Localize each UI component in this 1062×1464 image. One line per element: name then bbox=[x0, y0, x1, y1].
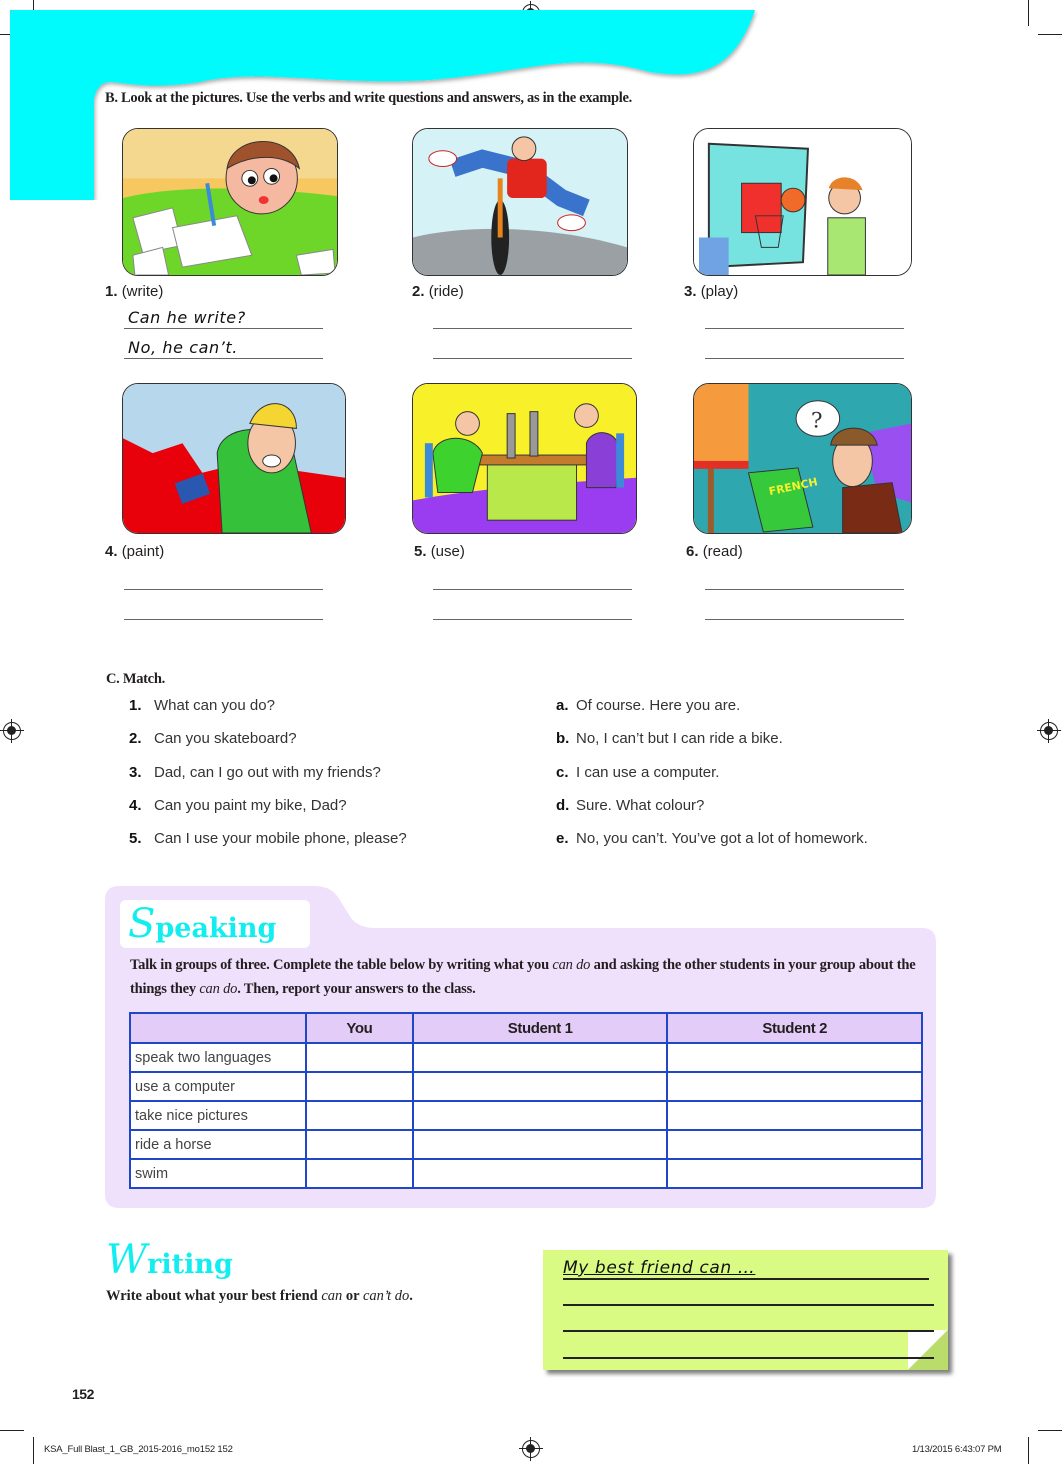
column-header-student-1: Student 1 bbox=[413, 1013, 668, 1043]
table-row bbox=[130, 1072, 922, 1101]
sticky-note-curl bbox=[908, 1330, 948, 1370]
table-cell[interactable] bbox=[667, 1043, 922, 1072]
print-slug-left: KSA_Full Blast_1_GB_2015-2016_mo152 152 bbox=[44, 1444, 233, 1455]
abilities-table bbox=[129, 1012, 923, 1189]
crop-mark bbox=[1028, 0, 1029, 26]
table-cell[interactable] bbox=[667, 1072, 922, 1101]
registration-mark-icon bbox=[522, 1440, 540, 1458]
row-label: swim bbox=[130, 1159, 306, 1188]
registration-mark-icon bbox=[1040, 722, 1058, 740]
table-cell[interactable] bbox=[306, 1101, 413, 1130]
row-label: use a computer bbox=[130, 1072, 306, 1101]
table-cell[interactable] bbox=[306, 1072, 413, 1101]
row-label: take nice pictures bbox=[130, 1101, 306, 1130]
item-1-label: 1. (write) bbox=[105, 283, 164, 300]
svg-text:FRENCH: FRENCH bbox=[767, 475, 819, 499]
match-answer: e. No, you can’t. You’ve got a lot of homework. bbox=[556, 830, 868, 847]
answer-line[interactable] bbox=[124, 619, 323, 620]
table-row bbox=[130, 1130, 922, 1159]
table-cell[interactable] bbox=[306, 1043, 413, 1072]
writing-title: Writing bbox=[106, 1237, 233, 1283]
table-cell[interactable] bbox=[413, 1130, 668, 1159]
writing-line[interactable] bbox=[563, 1330, 934, 1332]
answer-line[interactable] bbox=[705, 358, 904, 359]
row-label: ride a horse bbox=[130, 1130, 306, 1159]
item-3-label: 3. (play) bbox=[684, 283, 739, 300]
match-answer: c. I can use a computer. bbox=[556, 764, 720, 781]
note-prompt: My best friend can … bbox=[563, 1258, 756, 1278]
answer-line[interactable] bbox=[705, 328, 904, 329]
table-header-row bbox=[130, 1013, 922, 1043]
table-cell[interactable] bbox=[413, 1159, 668, 1188]
match-answer: d. Sure. What colour? bbox=[556, 797, 705, 814]
item-4-label: 4. (paint) bbox=[105, 543, 165, 560]
table-row bbox=[130, 1159, 922, 1188]
speaking-title: Speaking bbox=[128, 901, 277, 947]
table-cell[interactable] bbox=[306, 1159, 413, 1188]
column-header-student-2: Student 2 bbox=[667, 1013, 922, 1043]
match-question: 4. Can you paint my bike, Dad? bbox=[129, 797, 347, 814]
crop-mark bbox=[1038, 34, 1062, 35]
writing-instructions: Write about what your best friend can or can’t do. bbox=[106, 1288, 413, 1304]
answer-line[interactable] bbox=[124, 589, 323, 590]
boys-using-computers-picture bbox=[412, 383, 637, 534]
match-question: 1. What can you do? bbox=[129, 697, 275, 714]
table-row bbox=[130, 1101, 922, 1130]
boy-reading-french-picture bbox=[693, 383, 912, 534]
table-cell[interactable] bbox=[413, 1043, 668, 1072]
print-slug-right: 1/13/2015 6:43:07 PM bbox=[912, 1444, 1002, 1455]
answer-line[interactable] bbox=[124, 328, 323, 329]
column-header bbox=[130, 1013, 306, 1043]
item-6-label: 6. (read) bbox=[686, 543, 743, 560]
writing-line[interactable] bbox=[563, 1278, 929, 1280]
match-question: 2. Can you skateboard? bbox=[129, 730, 297, 747]
crop-mark bbox=[1028, 1437, 1029, 1464]
boy-playing-basketball-picture bbox=[693, 128, 912, 276]
item-2-label: 2. (ride) bbox=[412, 283, 464, 300]
answer-line[interactable] bbox=[705, 619, 904, 620]
row-label: speak two languages bbox=[130, 1043, 306, 1072]
answer-line[interactable] bbox=[433, 328, 632, 329]
match-answer: a. Of course. Here you are. bbox=[556, 697, 741, 714]
registration-mark-icon bbox=[3, 722, 21, 740]
table-cell[interactable] bbox=[667, 1130, 922, 1159]
boy-riding-bike-picture bbox=[412, 128, 628, 276]
speaking-instructions: Talk in groups of three. Complete the table below by writing what you can do and asking the other students in your group about the things they can do. Then, report your answers to the class. bbox=[130, 957, 916, 997]
crop-mark bbox=[33, 1437, 34, 1464]
answer-line[interactable] bbox=[433, 589, 632, 590]
crop-mark bbox=[1038, 1430, 1062, 1431]
crop-mark bbox=[0, 1430, 24, 1431]
svg-text:?: ? bbox=[810, 408, 823, 434]
table-cell[interactable] bbox=[667, 1101, 922, 1130]
table-cell[interactable] bbox=[667, 1159, 922, 1188]
exercise-c-heading: C. Match. bbox=[106, 671, 165, 687]
exercise-b-heading: B. Look at the pictures. Use the verbs and write questions and answers, as in the example. bbox=[105, 90, 632, 106]
item-5-label: 5. (use) bbox=[414, 543, 465, 560]
boy-painting-picture bbox=[122, 383, 346, 534]
writing-line[interactable] bbox=[563, 1357, 934, 1359]
page-number: 152 bbox=[72, 1386, 94, 1402]
boy-writing-picture bbox=[122, 128, 338, 276]
answer-line[interactable] bbox=[705, 589, 904, 590]
item-1-short-answer: No, he can’t. bbox=[128, 338, 238, 357]
table-cell[interactable] bbox=[413, 1072, 668, 1101]
answer-line[interactable] bbox=[433, 358, 632, 359]
table-cell[interactable] bbox=[413, 1101, 668, 1130]
item-1-question-answer: Can he write? bbox=[128, 308, 246, 327]
answer-line[interactable] bbox=[124, 358, 323, 359]
table-cell[interactable] bbox=[306, 1130, 413, 1159]
writing-line[interactable] bbox=[563, 1304, 934, 1306]
match-question: 3. Dad, can I go out with my friends? bbox=[129, 764, 381, 781]
match-answer: b. No, I can’t but I can ride a bike. bbox=[556, 730, 783, 747]
answer-line[interactable] bbox=[433, 619, 632, 620]
match-question: 5. Can I use your mobile phone, please? bbox=[129, 830, 407, 847]
column-header-you: You bbox=[306, 1013, 413, 1043]
table-row bbox=[130, 1043, 922, 1072]
